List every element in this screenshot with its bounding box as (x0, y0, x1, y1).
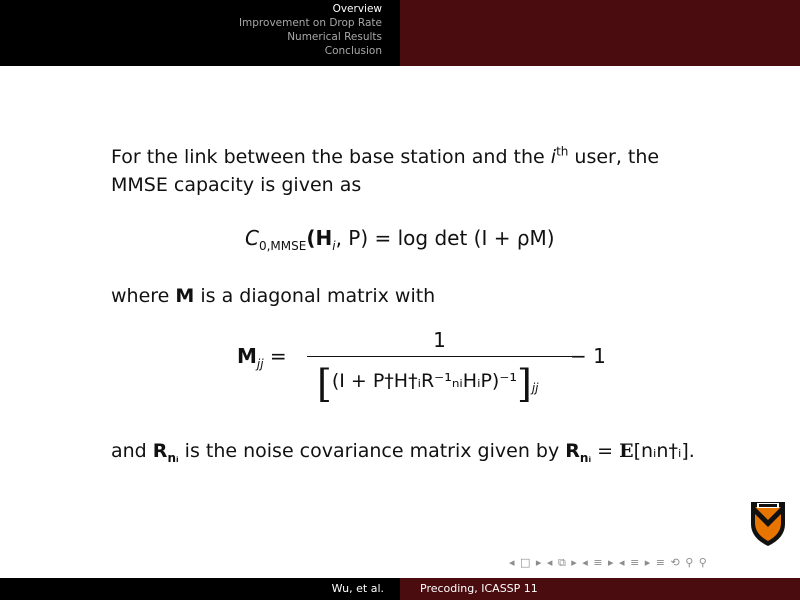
intro-paragraph (111, 143, 659, 199)
diagonal-matrix-equation (237, 328, 617, 418)
matrix-definition-text: where M is a diagonal matrix with (111, 285, 436, 307)
slide-navigation-controls[interactable]: ◂ □ ▸ ◂ ⧉ ▸ ◂ ≡ ▸ ◂ ≡ ▸ ≡ ⟲ ⚲ ⚲ (509, 556, 708, 569)
nav-item-conclusion[interactable]: Conclusion (324, 45, 382, 57)
section-navigation (239, 2, 382, 58)
noise-covariance-text: and $R_{nᵢ}$ is the noise covariance matrix given by $R_{nᵢ}$ = E[nᵢn†ᵢ]. (111, 440, 695, 465)
fraction-numerator: 1 (433, 328, 446, 352)
intro-line-1: For the link between the base station and the $i^{th}$ user, the (111, 144, 660, 168)
slide-header (0, 0, 800, 66)
footer-title-panel (400, 578, 800, 600)
equation-rhs: − 1 (570, 344, 606, 368)
slide-footer (0, 578, 800, 600)
footer-author: Wu, et al. (331, 582, 384, 595)
equation-lhs: $M_{jj}$ = (237, 344, 287, 371)
fraction-denominator: $[(I + P\dagger H\dagger ᵢR^{-1}_nᵢHᵢP)^{-1}]_{jj}$ (317, 362, 539, 406)
nav-item-overview[interactable]: Overview (332, 3, 382, 15)
header-nav-panel (0, 0, 400, 66)
intro-line-2: MMSE capacity is given as (111, 174, 362, 196)
footer-title: Precoding, ICASSP 11 (420, 582, 538, 595)
nav-item-numerical-results[interactable]: Numerical Results (287, 31, 382, 43)
fraction-bar (307, 356, 572, 357)
header-accent-panel (400, 0, 800, 66)
university-shield-logo (748, 498, 788, 548)
nav-item-improvement[interactable]: Improvement on Drop Rate (238, 17, 382, 29)
capacity-equation: $C_{0,MMSE}(H_i$, P) = log det (I + ρM) (245, 226, 555, 253)
footer-author-panel (0, 578, 400, 600)
